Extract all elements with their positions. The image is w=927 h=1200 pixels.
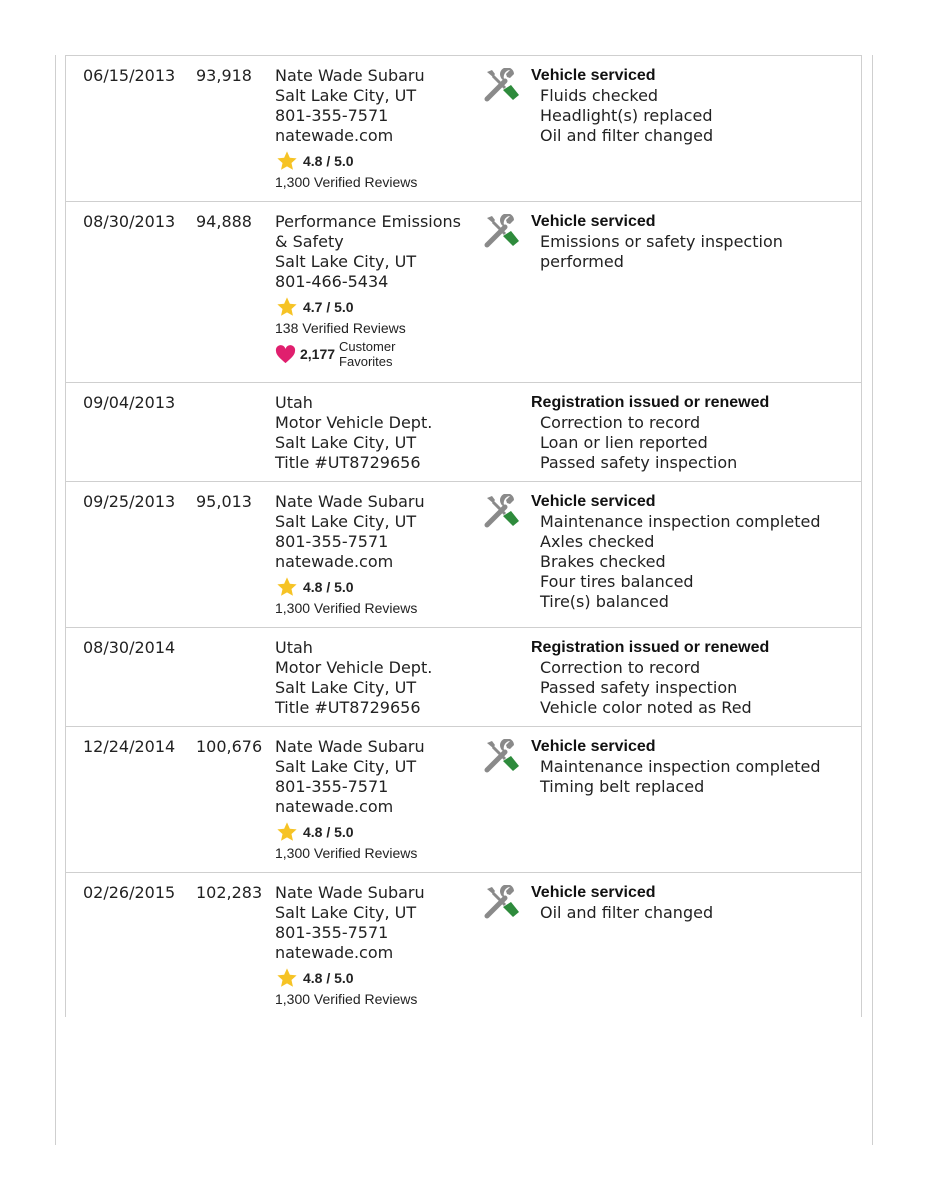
source-line: Title #UT8729656 [275, 698, 421, 717]
source-line: Title #UT8729656 [275, 453, 421, 472]
source-line: 801-355-7571 [275, 532, 389, 551]
source-line: Nate Wade Subaru [275, 66, 425, 85]
event-detail: Axles checked [540, 532, 655, 551]
record-source [275, 393, 475, 473]
event-detail: Maintenance inspection completed [540, 512, 821, 531]
event-detail: Headlight(s) replaced [540, 106, 713, 125]
rating [275, 967, 475, 989]
record-date: 12/24/2014 [83, 737, 176, 756]
table-row [65, 628, 862, 727]
source-line: 801-355-7571 [275, 923, 389, 942]
source-website-link[interactable]: natewade.com [275, 552, 394, 571]
source-line: Performance Emissions & Safety [275, 212, 461, 251]
event-detail: Correction to record [540, 658, 701, 677]
event-title: Registration issued or renewed [531, 394, 770, 411]
record-source [275, 66, 475, 191]
record-source [275, 737, 475, 862]
table-row [65, 56, 862, 202]
rating-value: 4.8 / 5.0 [303, 824, 354, 840]
rating-value: 4.8 / 5.0 [303, 970, 354, 986]
record-comments [531, 737, 820, 797]
verified-reviews-link[interactable]: 1,300 Verified Reviews [275, 600, 418, 616]
source-line: Salt Lake City, UT [275, 757, 417, 776]
record-comments [531, 492, 820, 612]
source-line: Nate Wade Subaru [275, 883, 425, 902]
record-odometer: 93,918 [196, 66, 252, 85]
record-comments [531, 66, 713, 146]
customer-favorites [275, 339, 475, 369]
favorites-count: 2,177 [300, 346, 336, 362]
record-source [275, 492, 475, 617]
event-detail: Vehicle color noted as Red [540, 698, 752, 717]
record-date: 09/25/2013 [83, 492, 176, 511]
record-odometer: 95,013 [196, 492, 252, 511]
source-line: Motor Vehicle Dept. [275, 658, 433, 677]
source-line: Utah [275, 393, 313, 412]
wrench-screwdriver-icon [483, 494, 521, 528]
record-odometer: 100,676 [196, 737, 263, 756]
star-icon [276, 296, 298, 318]
record-source [275, 638, 475, 718]
page-border-right [872, 55, 873, 1145]
rating-value: 4.8 / 5.0 [303, 153, 354, 169]
page-border-left [55, 55, 56, 1145]
record-comments [531, 212, 830, 272]
rating [275, 576, 475, 598]
star-icon [276, 821, 298, 843]
record-odometer: 102,283 [196, 883, 263, 902]
event-title: Vehicle serviced [531, 738, 656, 755]
event-detail: Oil and filter changed [540, 903, 714, 922]
record-source [275, 212, 475, 369]
wrench-screwdriver-icon [483, 214, 521, 248]
verified-reviews-link[interactable]: 1,300 Verified Reviews [275, 845, 418, 861]
star-icon [276, 967, 298, 989]
event-detail: Passed safety inspection [540, 678, 738, 697]
table-row [65, 482, 862, 628]
source-line: Salt Lake City, UT [275, 86, 417, 105]
record-date: 02/26/2015 [83, 883, 176, 902]
event-detail: Tire(s) balanced [540, 592, 669, 611]
table-row [65, 873, 862, 1018]
record-source [275, 883, 475, 1008]
source-website-link[interactable]: natewade.com [275, 797, 394, 816]
record-date: 09/04/2013 [83, 393, 176, 412]
star-icon [276, 150, 298, 172]
source-line: 801-355-7571 [275, 106, 389, 125]
event-title: Vehicle serviced [531, 884, 656, 901]
verified-reviews-link[interactable]: 1,300 Verified Reviews [275, 174, 418, 190]
source-line: Nate Wade Subaru [275, 737, 425, 756]
wrench-screwdriver-icon [483, 739, 521, 773]
event-detail: Emissions or safety inspection performed [540, 232, 783, 271]
source-line: Utah [275, 638, 313, 657]
source-line: Salt Lake City, UT [275, 433, 417, 452]
source-line: Salt Lake City, UT [275, 252, 417, 271]
event-title: Vehicle serviced [531, 67, 656, 84]
event-detail: Maintenance inspection completed [540, 757, 821, 776]
event-title: Vehicle serviced [531, 493, 656, 510]
favorites-label: Customer Favorites [339, 339, 396, 369]
event-detail: Four tires balanced [540, 572, 694, 591]
rating-value: 4.7 / 5.0 [303, 299, 354, 315]
source-line: Salt Lake City, UT [275, 903, 417, 922]
record-comments [531, 393, 769, 473]
source-line: 801-355-7571 [275, 777, 389, 796]
event-detail: Loan or lien reported [540, 433, 708, 452]
record-date: 08/30/2013 [83, 212, 176, 231]
history-table [65, 55, 862, 1018]
source-line: Motor Vehicle Dept. [275, 413, 433, 432]
record-date: 06/15/2013 [83, 66, 176, 85]
record-date: 08/30/2014 [83, 638, 176, 657]
source-line: Salt Lake City, UT [275, 512, 417, 531]
event-detail: Brakes checked [540, 552, 666, 571]
rating-value: 4.8 / 5.0 [303, 579, 354, 595]
table-row [65, 383, 862, 482]
record-comments [531, 883, 713, 923]
table-row [65, 202, 862, 383]
event-detail: Correction to record [540, 413, 701, 432]
heart-icon [275, 345, 296, 364]
source-line: Salt Lake City, UT [275, 678, 417, 697]
source-website-link[interactable]: natewade.com [275, 126, 394, 145]
record-comments [531, 638, 769, 718]
star-icon [276, 576, 298, 598]
rating [275, 150, 475, 172]
verified-reviews-link[interactable]: 1,300 Verified Reviews [275, 991, 418, 1007]
wrench-screwdriver-icon [483, 885, 521, 919]
event-title: Vehicle serviced [531, 213, 656, 230]
event-title: Registration issued or renewed [531, 639, 770, 656]
source-line: Nate Wade Subaru [275, 492, 425, 511]
event-detail: Oil and filter changed [540, 126, 714, 145]
table-row [65, 727, 862, 873]
rating [275, 296, 475, 318]
event-detail: Passed safety inspection [540, 453, 738, 472]
record-odometer: 94,888 [196, 212, 252, 231]
event-detail: Fluids checked [540, 86, 659, 105]
source-website-link[interactable]: natewade.com [275, 943, 394, 962]
rating [275, 821, 475, 843]
verified-reviews-link[interactable]: 138 Verified Reviews [275, 320, 406, 336]
wrench-screwdriver-icon [483, 68, 521, 102]
event-detail: Timing belt replaced [540, 777, 705, 796]
source-line: 801-466-5434 [275, 272, 389, 291]
